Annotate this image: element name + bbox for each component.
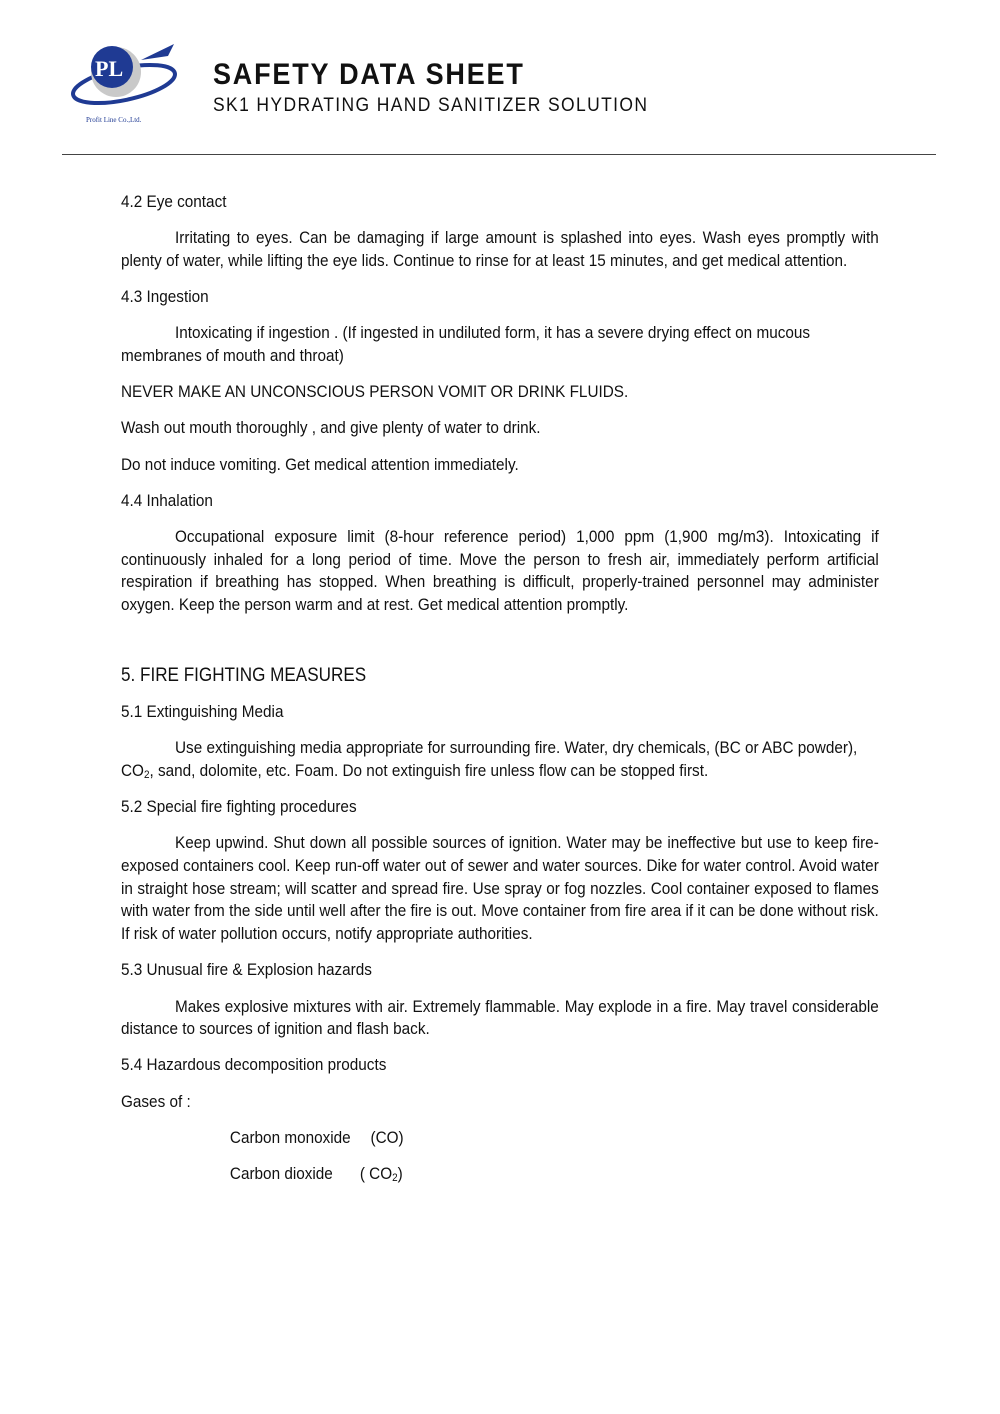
decomposition-heading: 5.4 Hazardous decomposition products <box>121 1055 387 1075</box>
formula-part-a: ( CO <box>359 1164 393 1184</box>
formula-subscript: 2 <box>392 1172 398 1185</box>
special-procedures-heading: 5.2 Special fire fighting procedures <box>121 797 357 817</box>
document-body <box>121 191 880 1199</box>
unusual-hazards-text: Makes explosive mixtures with air. Extremely flammable. May explode in a fire. May travel considerable distance to sources of ignition and flash back. <box>121 996 879 1039</box>
ingestion-heading: 4.3 Ingestion <box>121 287 209 307</box>
eye-contact-heading: 4.2 Eye contact <box>121 192 227 211</box>
document-title: SAFETY DATA SHEET <box>213 58 525 91</box>
inhalation-text: Occupational exposure limit (8-hour reference period) 1,000 ppm (1,900 mg/m3). Intoxicating if continuously inhaled for a long period of time. Move the person to fresh air, immediately perform artificial respiration if breathing has stopped. When breathing is difficult, properly-trained personnel may administer oxygen. Keep the person warm and at rest. Get medical attention promptly. <box>121 527 879 615</box>
logo-mark: PL <box>95 56 124 81</box>
gas-formula <box>360 1163 403 1186</box>
header-divider <box>62 154 936 155</box>
ingestion-warning: NEVER MAKE AN UNCONSCIOUS PERSON VOMIT OR DRINK FLUIDS. <box>121 382 629 402</box>
extinguishing-media-text <box>121 737 879 782</box>
extinguishing-media-heading: 5.1 Extinguishing Media <box>121 702 284 722</box>
ingestion-text: Intoxicating if ingestion . (If ingested in undiluted form, it has a severe drying effect on mucous membranes of mouth and throat) <box>121 323 811 366</box>
ingestion-wash: Wash out mouth thoroughly , and give plenty of water to drink. <box>121 418 541 438</box>
company-logo <box>66 40 184 128</box>
section-4-content <box>121 191 879 1186</box>
gas-name: Carbon dioxide <box>229 1164 333 1184</box>
gases-label: Gases of : <box>121 1091 191 1111</box>
gas-item-co2 <box>121 1163 879 1186</box>
product-name: SK1 HYDRATING HAND SANITIZER SOLUTION <box>213 95 649 116</box>
gas-name: Carbon monoxide <box>229 1127 351 1147</box>
inhalation-heading: 4.4 Inhalation <box>121 490 213 510</box>
media-text-part-b: , sand, dolomite, etc. Foam. Do not extinguish fire unless flow can be stopped first. <box>149 760 709 780</box>
formula-part-b: ) <box>397 1164 403 1184</box>
unusual-hazards-heading: 5.3 Unusual fire & Explosion hazards <box>121 960 372 980</box>
eye-contact-text: Irritating to eyes. Can be damaging if large amount is splashed into eyes. Wash eyes promptly with plenty of water, while lifting the eye lids. Continue to rinse for at least 15 minutes, and get medical attention. <box>121 228 879 270</box>
media-subscript: 2 <box>143 768 150 781</box>
ingestion-induce: Do not induce vomiting. Get medical attention immediately. <box>121 454 519 474</box>
special-procedures-text: Keep upwind. Shut down all possible sources of ignition. Water may be ineffective but use to keep fire-exposed containers cool. Keep run-off water out of sewer and water sources. Dike for water control. Avoid water in straight hose stream; will scatter and spread fire. Use spray or fog nozzles. Cool container exposed to flames with water from the side until well after the fire is out. Move container from fire area if it can be done without risk. If risk of water pollution occurs, notify appropriate authorities. <box>121 833 879 944</box>
section-5-heading: 5. FIRE FIGHTING MEASURES <box>121 664 367 686</box>
media-text-part-a: Use extinguishing media appropriate for surrounding fire. Water, dry chemicals, (BC or ABC powder), CO <box>121 738 858 780</box>
gas-item-co <box>121 1127 879 1150</box>
logo-company-name: Profit Line Co.,Ltd. <box>86 116 142 124</box>
gas-formula: (CO) <box>370 1127 404 1147</box>
